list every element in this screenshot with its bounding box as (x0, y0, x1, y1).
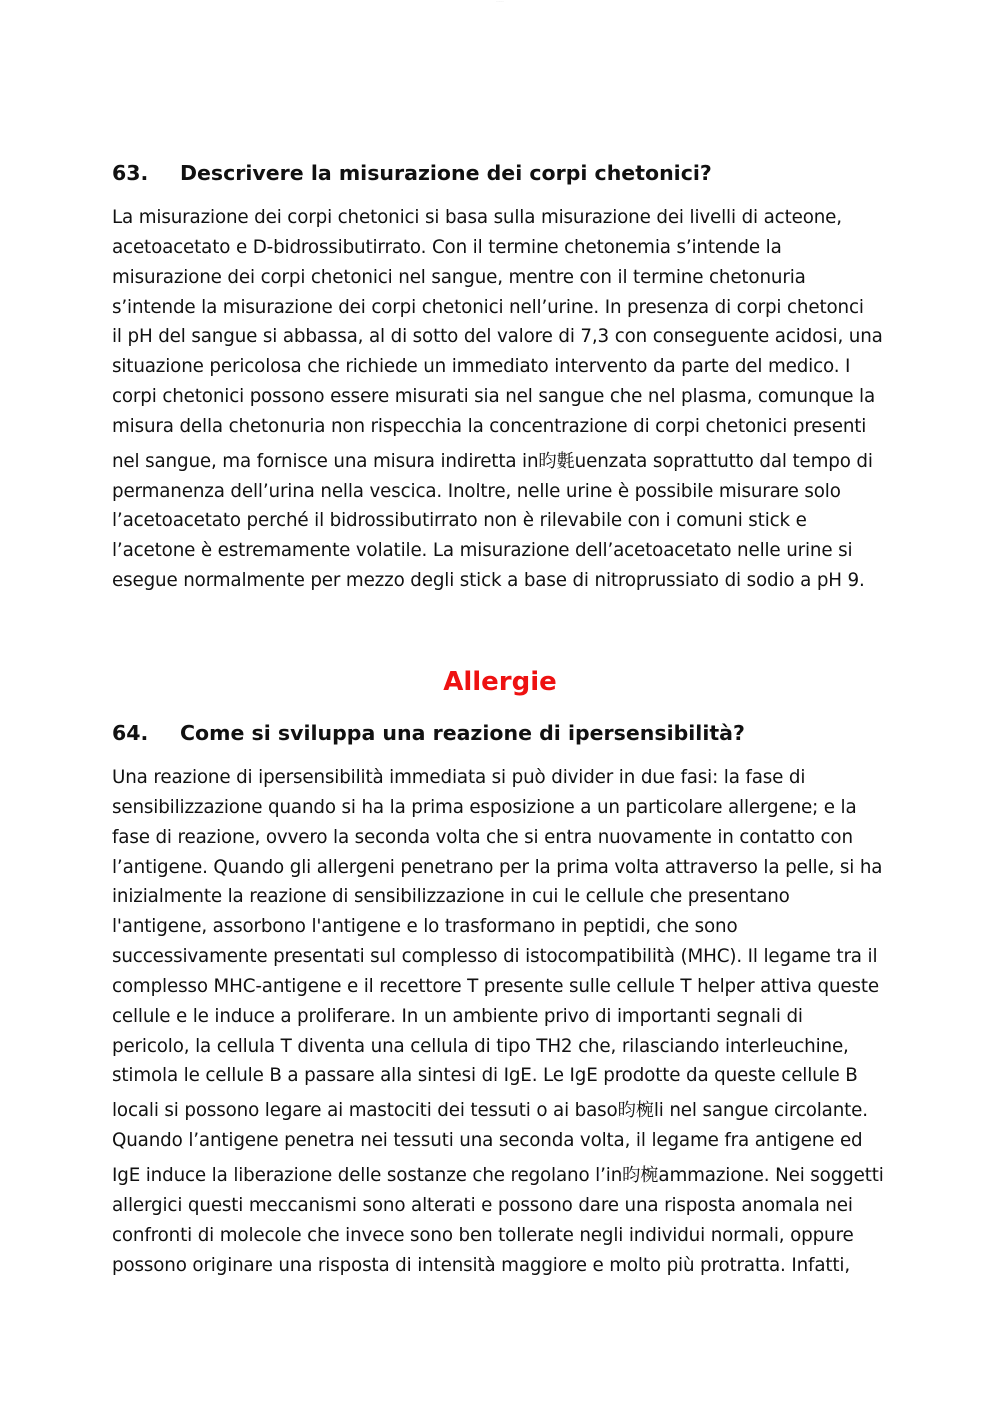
answer-63-line: La misurazione dei corpi chetonici si basa sulla misurazione dei livelli di acteone, (112, 207, 842, 228)
question-64-answer (112, 763, 892, 1280)
question-63-answer (112, 203, 892, 596)
answer-63-line: permanenza dell’urina nella vescica. Inoltre, nelle urine è possibile misurare solo (112, 480, 841, 502)
answer-63-line: esegue normalmente per mezzo degli stick a base di nitroprussiato di sodio a pH 9. (112, 570, 865, 592)
answer-64-line: sensibilizzazione quando si ha la prima esposizione a un particolare allergene; e la (112, 796, 857, 818)
answer-64-line: allergici questi meccanismi sono alterati e possono dare una risposta anomala nei (112, 1194, 853, 1216)
page-marker: ········· (495, 0, 505, 3)
question-64-number: 64. (112, 721, 149, 745)
answer-63-line: misura della chetonuria non rispecchia la concentrazione di corpi chetonici presenti (112, 415, 867, 437)
answer-63-line: il pH del sangue si abbassa, al di sotto del valore di 7,3 con conseguente acidosi, una (112, 326, 883, 348)
answer-64-line: l'antigene, assorbono l'antigene e lo trasformano in peptidi, che sono (112, 916, 738, 938)
answer-63-line: s’intende la misurazione dei corpi chetonici nell’urine. In presenza di corpi chetonci (112, 296, 864, 318)
answer-64-line: possono originare una risposta di intensità maggiore e molto più protratta. Infatti, (112, 1254, 851, 1276)
answer-63-line: l’acetone è estremamente volatile. La misurazione dell’acetoacetato nelle urine si (112, 540, 853, 562)
answer-63-line: situazione pericolosa che richiede un immediato intervento da parte del medico. I (112, 356, 851, 378)
answer-64-line: Una reazione di ipersensibilità immediata si può divider in due fasi: la fase di (112, 767, 806, 788)
question-64-heading (112, 719, 890, 747)
question-63-heading (112, 159, 890, 187)
answer-64-line: Quando l’antigene penetra nei tessuti una seconda volta, il legame fra antigene ed (112, 1130, 863, 1152)
answer-64-line: pericolo, la cellula T diventa una cellula di tipo TH2 che, rilasciando interleuchine, (112, 1035, 849, 1057)
answer-64-line: successivamente presentati sul complesso di istocompatibilità (MHC). Il legame tra il (112, 946, 878, 968)
answer-64-line: complesso MHC-antigene e il recettore T presente sulle cellule T helper attiva queste (112, 975, 879, 997)
answer-64-line: inizialmente la reazione di sensibilizzazione in cui le cellule che presentano (112, 886, 790, 908)
answer-63-line: nel sangue, ma fornisce una misura indiretta in昀氀uenzata soprattutto dal tempo di (112, 450, 873, 472)
answer-64-line: l’antigene. Quando gli allergeni penetrano per la prima volta attraverso la pelle, si ha (112, 856, 883, 878)
answer-64-line: locali si possono legare ai mastociti dei tessuti o ai baso昀椀li nel sangue circolante. (112, 1100, 868, 1122)
answer-63-line: misurazione dei corpi chetonici nel sangue, mentre con il termine chetonuria (112, 266, 806, 288)
answer-63-line: l’acetoacetato perché il bidrossibutirrato non è rilevabile con i comuni stick e (112, 510, 807, 532)
answer-64-line: confronti di molecole che invece sono ben tollerate negli individui normali, oppure (112, 1224, 854, 1246)
answer-64-line: IgE induce la liberazione delle sostanze che regolano l’in昀椀ammazione. Nei soggetti (112, 1164, 884, 1186)
question-64-title: Come si sviluppa una reazione di ipersensibilità? (180, 721, 745, 745)
question-63-title: Descrivere la misurazione dei corpi chetonici? (180, 161, 712, 185)
question-63-number: 63. (112, 161, 149, 185)
answer-63-line: acetoacetato e D-bidrossibutirrato. Con il termine chetonemia s’intende la (112, 236, 782, 258)
answer-63-line: corpi chetonici possono essere misurati sia nel sangue che nel plasma, comunque la (112, 386, 876, 408)
answer-64-line: fase di reazione, ovvero la seconda volta che si entra nuovamente in contatto con (112, 826, 853, 848)
answer-64-line: stimola le cellule B a passare alla sintesi di IgE. Le IgE prodotte da queste cellule B (112, 1065, 858, 1087)
section-title-allergie: Allergie (443, 667, 557, 697)
answer-64-line: cellule e le induce a proliferare. In un ambiente privo di importanti segnali di (112, 1005, 803, 1027)
